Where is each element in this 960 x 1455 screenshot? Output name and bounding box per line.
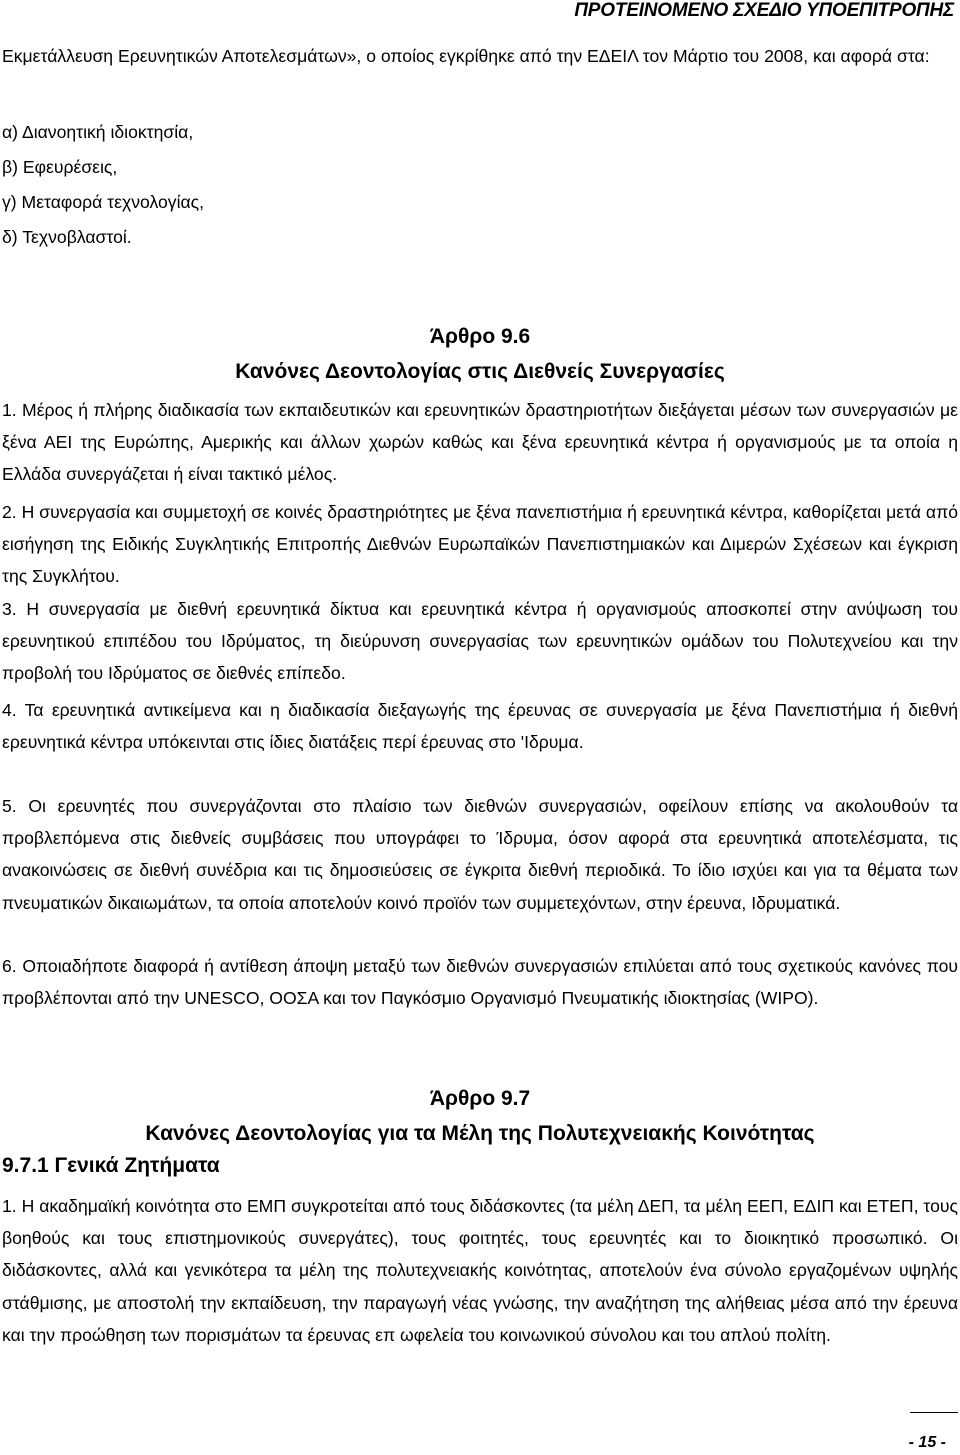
list-item: δ) Τεχνοβλαστοί. bbox=[2, 227, 132, 247]
article-9-6-title: Κανόνες Δεοντολογίας στις Διεθνείς Συνεργασίες bbox=[235, 360, 725, 383]
page-number: - 15 - bbox=[908, 1434, 946, 1451]
article-9-7-title: Κανόνες Δεοντολογίας για τα Μέλη της Πολυτεχνειακής Κοινότητας bbox=[145, 1122, 815, 1145]
article-9-7-paragraph-1: 1. Η ακαδημαϊκή κοινότητα στο ΕΜΠ συγκροτείται από τους διδάσκοντες (τα μέλη ΔΕΠ, τα μέλη ΕΕΠ, ΕΔΙΠ και ΕΤΕΠ, τους βοηθούς και τους επιστημονικούς συνεργάτες), τους φοιτητές, τους ερευνητές και το διοικητικό προσωπικό. Οι διδάσκοντες, αλλά και γενικότερα τα μέλη της πολυτεχνειακής κοινότητας, αποτελούν ένα σύνολο εργαζομένων υψηλής στάθμισης, με αποστολή την εκπαίδευση, την παραγωγή νέας γνώσης, την αναζήτηση της αλήθειας μέσα από την έρευνα και την προώθηση των πορισμάτων τα έρευνας επ ωφελεία του κοινωνικού σύνολου και του απλού πολίτη. bbox=[2, 1196, 958, 1345]
article-9-6-paragraph-2: 2. Η συνεργασία και συμμετοχή σε κοινές δραστηριότητες με ξένα πανεπιστήμια ή ερευνητικά κέντρα, καθορίζεται μετά από εισήγηση της Ειδικής Συγκλητικής Επιτροπής Διεθνών Ευρωπαϊκών Πανεπιστημιακών και Διμερών Σχέσεων και έγκριση της Συγκλήτου. bbox=[2, 502, 958, 587]
article-9-7-number: Άρθρο 9.7 bbox=[429, 1087, 531, 1110]
article-9-6-paragraph-5: 5. Οι ερευνητές που συνεργάζονται στο πλαίσιο των διεθνών συνεργασιών, οφείλουν επίσης να ακολουθούν τα προβλεπόμενα στις διεθνείς συμβάσεις που υπογράφει το Ίδρυμα, όσον αφορά στα ερευνητικά αποτελέσματα, τις ανακοινώσεις σε διεθνή συνέδρια και τις δημοσιεύσεις σε έγκριτα διεθνή περιοδικά. Το ίδιο ισχύει και για τα θέματα των πνευματικών δικαιωμάτων, τα οποία αποτελούν κοινό προϊόν των συμμετεχόντων, στην έρευνα, Ιδρυματικά. bbox=[2, 796, 958, 913]
article-9-6-paragraph-1: 1. Μέρος ή πλήρης διαδικασία των εκπαιδευτικών και ερευνητικών δραστηριοτήτων διεξάγεται μέσων των συνεργασιών με ξένα ΑΕΙ της Ευρώπης, Αμερικής και άλλων χωρών καθώς και ξένα ερευνητικά κέντρα ή οργανισμούς με τα οποία η Ελλάδα συνεργάζεται ή είναι τακτικό μέλος. bbox=[2, 400, 958, 485]
document-header-title: ΠΡΟΤΕΙΝΟΜΕΝΟ ΣΧΕΔΙΟ ΥΠΟΕΠΙΤΡΟΠΗΣ bbox=[574, 0, 954, 21]
list-item: γ) Μεταφορά τεχνολογίας, bbox=[2, 192, 205, 212]
list-item: α) Διανοητική ιδιοκτησία, bbox=[2, 122, 194, 142]
section-heading: 9.7.1 Γενικά Ζητήματα bbox=[2, 1154, 220, 1177]
article-9-6-paragraph-6: 6. Οποιαδήποτε διαφορά ή αντίθεση άποψη μεταξύ των διεθνών συνεργασιών επιλύεται από τους σχετικούς κανόνες που προβλέπονται από την UNESCO, ΟΟΣΑ και τον Παγκόσμιο Οργανισμό Πνευματικής ιδιοκτησίας (WIPO). bbox=[2, 956, 958, 1009]
article-9-6-paragraph-3: 3. Η συνεργασία με διεθνή ερευνητικά δίκτυα και ερευνητικά κέντρα ή οργανισμούς αποσκοπεί στην ανύψωση του ερευνητικού επιπέδου του Ιδρύματος, τη διεύρυνση συνεργασίας των ερευνητικών ομάδων του Πολυτεχνείου και την προβολή του Ιδρύματος σε διεθνές επίπεδο. bbox=[2, 599, 958, 684]
article-9-6-number: Άρθρο 9.6 bbox=[429, 325, 531, 348]
footer-divider bbox=[910, 1412, 958, 1413]
intro-paragraph: Εκμετάλλευση Ερευνητικών Αποτελεσμάτων», ο οποίος εγκρίθηκε από την ΕΔΕΙΛ τον Μάρτιο του 2008, και αφορά στα: bbox=[2, 46, 930, 66]
list-item: β) Εφευρέσεις, bbox=[2, 157, 118, 177]
article-9-6-paragraph-4: 4. Τα ερευνητικά αντικείμενα και η διαδικασία διεξαγωγής της έρευνας σε συνεργασία με ξένα Πανεπιστήμια ή διεθνή ερευνητικά κέντρα υπόκεινται στις ίδιες διατάξεις περί έρευνας στο 'Ιδρυμα. bbox=[2, 700, 958, 753]
